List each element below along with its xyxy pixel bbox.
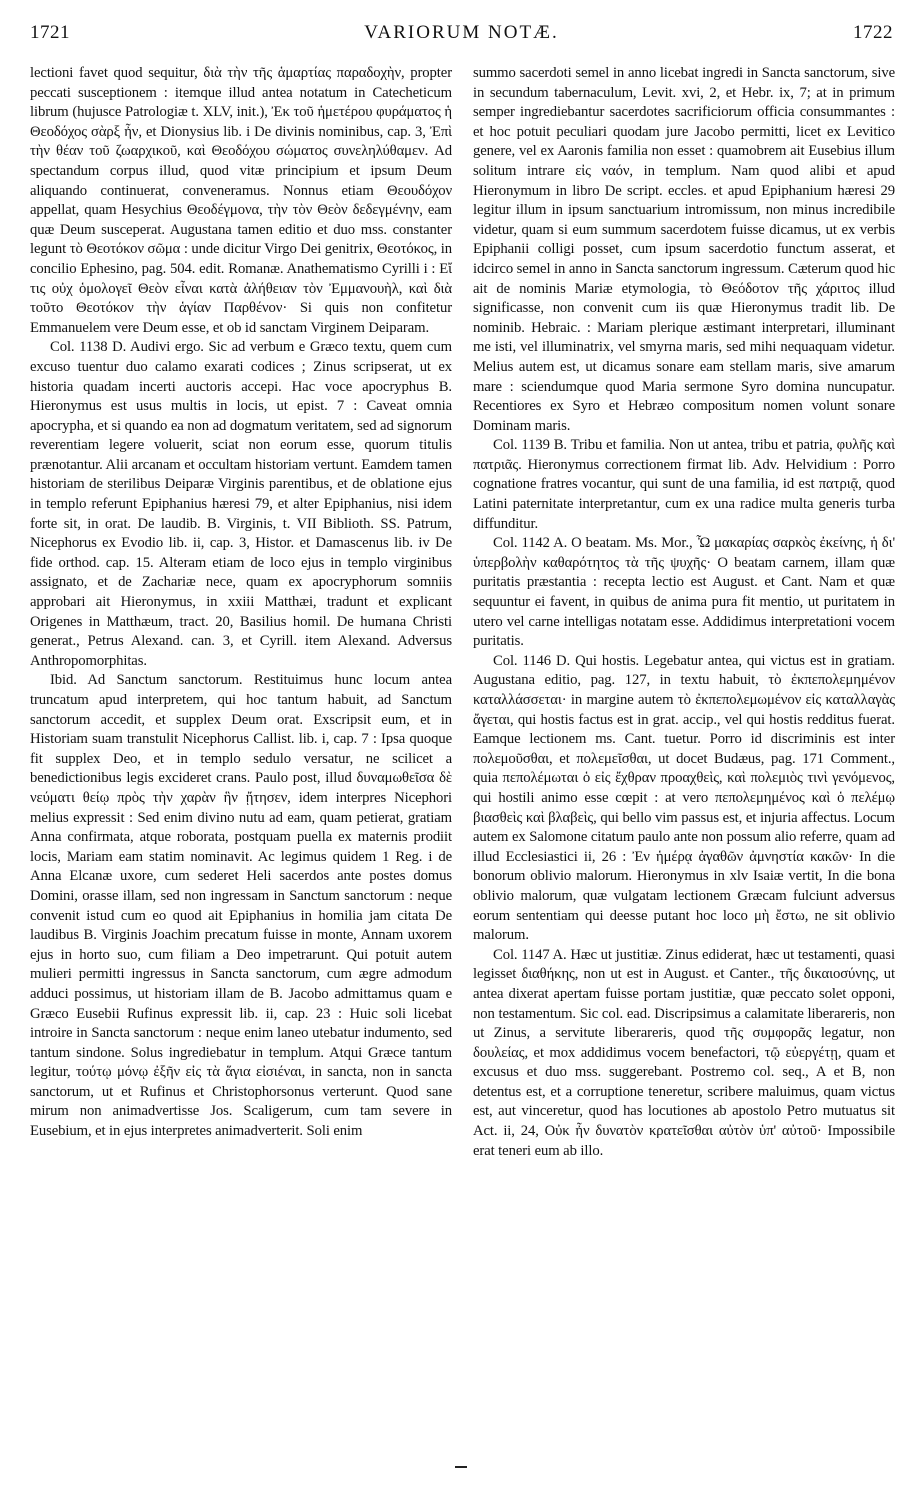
running-header [30, 22, 893, 52]
paragraph: Col. 1146 D. Qui hostis. Legebatur antea, qui victus est in gratiam. Augustana editio, pag. 127, in textu habuit, τὸ ἐκπεπολεμημένον καταλλάσσεται· in margine autem τὸ ἐκπεπολεμωμένον εἰς καταλλαγὰς ἄγεται, qui hostis factus est in grat. accip., vel qui hostis redditus fuerat. Eamque lectionem ms. Cant. tuetur. Porro id discriminis est inter πολεμοῦσθαι, et πολεμεῖσθαι, ut docet Budæus, pag. 171 Comment., quia πεπολέμωται ὁ εἰς ἔχθραν προαχθεὶς, καὶ πολεμιὸς τινὶ γενόμενος, qui hostili animo esse cœpit : at vero πεπολεμημένος καὶ ὁ πελέμῳ βιασθεὶς καὶ βλαβεὶς, qui bello vim passus est, et injuria affectus. Locum autem ex Salomone citatum paulo ante non possum alio referre, quam ad illud Ecclesiastici ii, 26 : Ἐν ἡμέρᾳ ἀγαθῶν ἀμνηστία κακῶν· In die bonorum oblivio malorum. Hieronymus in xlv Isaiæ vertit, In die bona oblivio malorum, quæ vulgatam lectionem Græcam fulciunt adversus eorum sententiam qui deesse putant hoc loco μὴ ἔστω, ne sit oblivio malorum. [473, 652, 895, 944]
paragraph: Col. 1142 A. O beatam. Ms. Mor., Ὦ μακαρίας σαρκὸς ἐκείνης, ἡ δι' ὑπερβολὴν καθαρότητος τὰ τῆς ψυχῆς· O beatam carnem, illam quæ puritatis præstantia : recepta lectio est August. et Cant. Nam et quæ sequuntur ei favent, in quibus de anima pura fit mentio, ut puritatem in utero vel carne intelligas notatam esse. Addidimus interpretationi vocem puritatis. [473, 535, 895, 650]
page-number-left: 1721 [30, 22, 70, 43]
paragraph: Ibid. Ad Sanctum sanctorum. Restituimus hunc locum antea truncatum apud interpretem, qui hoc tantum habuit, ad Sanctum sanctorum accedit, et supplex Deum orat. Exscripsit eum, et in Historiam suam transtulit Nicephorus Callist. lib. i, cap. 7 : Ipsa quoque fit supplex Deo, et in templo sedulo versatur, ne scilicet a benedictionibus legis excideret crans. Paulo post, illud δυναμωθεῖσα δὲ νεύματι θείῳ πρὸς τὴν χαρὰν ἣν ᾔτησεν, idem interpres Nicephori melius expressit : Sed enim divino nutu ad eam, quam petierat, gratiam Anna confirmata, atque roborata, postquam puella ex maternis prodiit locis, Mariam eam statim nominavit. Ac legimus quidem 1 Reg. i de Anna Elcanæ uxore, cum sederet Heli sacerdos ante postes domus Domini, orasse illam, sed non ingressam in Sanctum sanctorum : neque convenit istud cum eo quod ait Epiphanius in homilia jam citata De laudibus B. Virginis Joachim precatum fuisse in monte, Annam uxorem ejus in horto suo, cum filiam a Deo impetrarunt. Qui potuit autem mulieri permitti ingressus in Sancta sanctorum, cum ægre admodum adduci possimus, ut historiam illam de B. Jacobo admittamus quam e Græco Eusebii Rufinus expressit lib. ii, cap. 23 : Huic soli licebat introire in Sancta sanctorum : neque enim laneo utebatur indumento, sed tantum sindone. Solus ingrediebatur in templum. Atqui Græce tantum legitur, τούτῳ μόνῳ ἐξῆν εἰς τὰ ἅγια εἰσιέναι, in sancta, non in sancta sanctorum, ut et Rufinus et Christophorsonus verterunt. Quod sane mirum non animadvertisse Jos. Scaligerum, cum tam severe in Eusebium, et in ejus interpretes animadverterit. Soli enim [30, 672, 452, 1140]
left-column [30, 64, 452, 1142]
footer-rule [455, 1466, 467, 1468]
running-title: VARIORUM NOTÆ. [364, 22, 559, 43]
right-column [473, 64, 895, 1161]
paragraph: summo sacerdoti semel in anno licebat ingredi in Sancta sanctorum, sive in secundum tabernaculum, Levit. xvi, 2, et Hebr. ix, 7; at in primum semper ingrediebantur sacerdotes sacrificiorum officia consummantes : et hoc potuit peculiari quodam jure Jacobo permitti, licet ex Levitico genere, vel ex Aaronis familia non esset : quamobrem ait Eusebius illum solitum intrare εἰς ναόν, in templum. Nam quod alibi et apud Hieronymum in libro De script. eccles. et apud Epiphanium hæresi 29 legitur illum in ipsum sanctuarium intromissum, non minus incredibile videtur, quam si eum summum sacerdotem fuisse dicamus, ut ex verbis Epiphanii colligi posset, cum ipsum sacerdotio functum asserat, et idcirco semel in anno in Sancta sanctorum ingressum. Cæterum quod hic ait de nominis Mariæ etymologia, τὸ Θεόδοτον τῆς χάριτος illud significasse, non convenit cum iis quæ Hieronymus tradit lib. De nominib. Hebraic. : Mariam plerique æstimant interpretari, illuminant me isti, vel illuminatrix, vel smyrna maris, sed mihi nequaquam videtur. Melius autem est, ut dicamus sonare eam stellam maris, sive amarum mare : sciendumque quod Maria sermone Syro domina nuncupatur. Recentiores ex Syro et Hebræo compositum nomen volunt sonare Dominam maris. [473, 65, 895, 434]
paragraph: Col. 1138 D. Audivi ergo. Sic ad verbum e Græco textu, quem cum excuso tuentur duo calamo exarati codices ; Zinus scripserat, ut ex historia quadam incerti auctoris accepi. Hac voce apocryphus B. Hieronymus est usus multis in locis, ut epist. 7 : Caveat omnia apocrypha, et si quando ea non ad dogmatum veritatem, sed ad signorum reverentiam legere voluerit, sciat non eorum esse, quorum titulis prænotantur. Alii arcanam et occultam historiam vertunt. Eamdem tamen historiam de sterilibus Deiparæ Virginis parentibus, et de oblatione ejus in templo referunt Epiphanius hæresi 79, et alter Epiphanius, nisi idem forte sit, in orat. De laudib. B. Virginis, t. VII Biblioth. SS. Patrum, Nicephorus ex Evodio lib. ii, cap. 3, Histor. et Damascenus lib. iv De fide orthod. cap. 15. Alteram etiam de loco ejus in templo virginibus assignato, et de Zachariæ nece, quam ex apocryphorum somniis approbari ait Hieronymus, in xxiii Matthæi, tradunt et explicant Origenes in Matthæum, tract. 20, Basilius homil. De humana Christi generat., Petrus Alexand. can. 3, et Cyrill. item Alexand. Adversus Anthropomorphitas. [30, 339, 452, 669]
paragraph: Col. 1139 B. Tribu et familia. Non ut antea, tribu et patria, φυλῆς καὶ πατριᾶς. Hieronymus correctionem firmat lib. Adv. Helvidium : Porro cognatione fratres vocantur, qui sunt de una familia, id est πατριᾷ, quod Latini paternitate interpretantur, cum ex una radice multa generis turba diffunditur. [473, 437, 895, 532]
paragraph: Col. 1147 A. Hæc ut justitiæ. Zinus ediderat, hæc ut testamenti, quasi legisset διαθήκης, non ut est in August. et Canter., τῆς δικαιοσύνης, ut antea dixerat apertam fuisse portam justitiæ, quæ peccato solet opponi, non testamentum. Sic col. ead. Discripsimus a calamitate liberareris, non ut Zinus, a servitute liberareris, quod τῆς συμφορᾶς legatur, non δουλείας, et mox addidimus vocem benefactori, τῷ εὐεργέτῃ, quam et excusus et duo mss. suggerebant. Postremo col. seq., A et B, non detentus est, et a corruptione teneretur, scribere maluimus, quam victus est, aut vinceretur, quod has locutiones ab apostolo Petro mutuatus sit Act. ii, 24, Οὐκ ἦν δυνατὸν κρατεῖσθαι αὐτὸν ὑπ' αὐτοῦ· Impossibile erat teneri eum ab illo. [473, 946, 895, 1159]
page-number-right: 1722 [853, 22, 893, 43]
paragraph: lectioni favet quod sequitur, διὰ τὴν τῆς ἁμαρτίας παραδοχὴν, propter peccati susceptionem : itemque illud antea notatum in Catecheticum librum (hujusce Patrologiæ t. XLV, init.), Ἐκ τοῦ ἡμετέρου φυράματος ἡ Θεοδόχος σὰρξ ἦν, et Dionysius lib. i De divinis nominibus, cap. 3, Ἐπὶ τὴν θέαν τοῦ ζωαρχικοῦ, καὶ Θεοδόχου σώματος συνεληλύθαμεν. Ad spectandum corpus illud, quod vitæ principium et ipsum Deum aliquando continuerat, conveneramus. Nonnus etiam Θεουδόχον appellat, quam Hesychius Θεοδέγμονα, τὴν τὸν Θεὸν δεδεγμένην, eam quæ Deum susceperat. Augustana tamen editio et duo mss. constanter legunt τὸ Θεοτόκον σῶμα : unde dicitur Virgo Dei genitrix, Θεοτόκος, in concilio Ephesino, pag. 504. edit. Romanæ. Anathematismo Cyrilli i : Εἴ τις οὐχ ὁμολογεῖ Θεὸν εἶναι κατὰ ἀλήθειαν τὸν Ἐμμανουὴλ, καὶ διὰ τοῦτο Θεοτόκον τὴν ἁγίαν Παρθένον· Si quis non confitetur Emmanuelem vere Deum esse, et ob id sanctam Virginem Deiparam. [30, 65, 452, 336]
